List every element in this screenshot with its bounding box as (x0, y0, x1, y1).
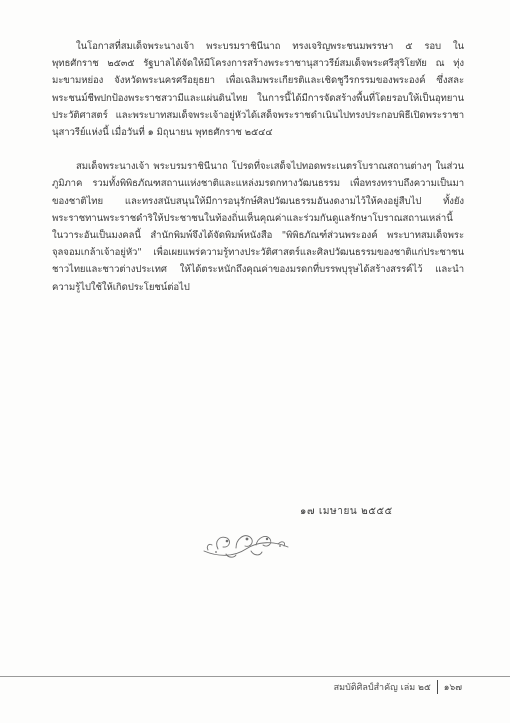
body-text (52, 38, 464, 296)
footer-title: สมบัติศิลป์สำคัญ เล่ม ๒๕ (333, 683, 431, 693)
paragraph-2: สมเด็จพระนางเจ้า พระบรมราชินีนาถ โปรดที่จะเสด็จไปทอดพระเนตรโบราณสถานต่างๆ ในส่วนภูมิภาค รวมทั้งพิพิธภัณฑสถานแห่งชาติและแหล่งมรดกทางวัฒนธรรม เพื่อทรงทราบถึงความเป็นมาของชาติไทย และทรงสนับสนุนให้มีการอนุรักษ์ศิลปวัฒนธรรมอันงดงามไว้ให้คงอยู่สืบไป ทั้งยังพระราชทานพระราชดำริให้ประชาชนในท้องถิ่นเห็นคุณค่าและร่วมกันดูแลรักษาโบราณสถานเหล่านี้ ในวาระอันเป็นมงคลนี้ สำนักพิมพ์จึงได้จัดพิมพ์หนังสือ "พิพิธภัณฑ์ส่วนพระองค์ พระบาทสมเด็จพระจุลจอมเกล้าเจ้าอยู่หัว" เพื่อเผยแพร่ความรู้ทางประวัติศาสตร์และศิลปวัฒนธรรมของชาติแก่ประชาชนชาวไทยและชาวต่างประเทศ ให้ได้ตระหนักถึงคุณค่าของมรดกที่บรรพบุรุษได้สร้างสรรค์ไว้ และนำความรู้ไปใช้ให้เกิดประโยชน์ต่อไป (52, 161, 464, 293)
paragraph-1: ในโอกาสที่สมเด็จพระนางเจ้า พระบรมราชินีนาถ ทรงเจริญพระชนมพรรษา ๕ รอบ ในพุทธศักราช ๒๕๓๕ รัฐบาลได้จัดให้มีโครงการสร้างพระราชานุสาวรีย์สมเด็จพระศรีสุริโยทัย ณ ทุ่งมะขามหย่อง จังหวัดพระนครศรีอยุธยา เพื่อเฉลิมพระเกียรติและเชิดชูวีรกรรมของพระองค์ ซึ่งสละพระชนม์ชีพปกป้องพระราชสวามีและแผ่นดินไทย ในการนี้ได้มีการจัดสร้างพื้นที่โดยรอบให้เป็นอุทยานประวัติศาสตร์ และพระบาทสมเด็จพระเจ้าอยู่หัวได้เสด็จพระราชดำเนินไปทรงประกอบพิธีเปิดพระราชานุสาวรีย์แห่งนี้ เมื่อวันที่ ๑ มิถุนายน พุทธศักราช ๒๕๔๔ (52, 41, 464, 139)
page-footer (334, 680, 462, 694)
footer-divider (437, 680, 438, 694)
date-line: ๑๗ เมษายน ๒๕๕๕ (300, 506, 393, 517)
footer-rule (0, 676, 510, 677)
page-number: ๑๖๗ (443, 683, 462, 693)
floral-ornament-icon (196, 527, 296, 561)
